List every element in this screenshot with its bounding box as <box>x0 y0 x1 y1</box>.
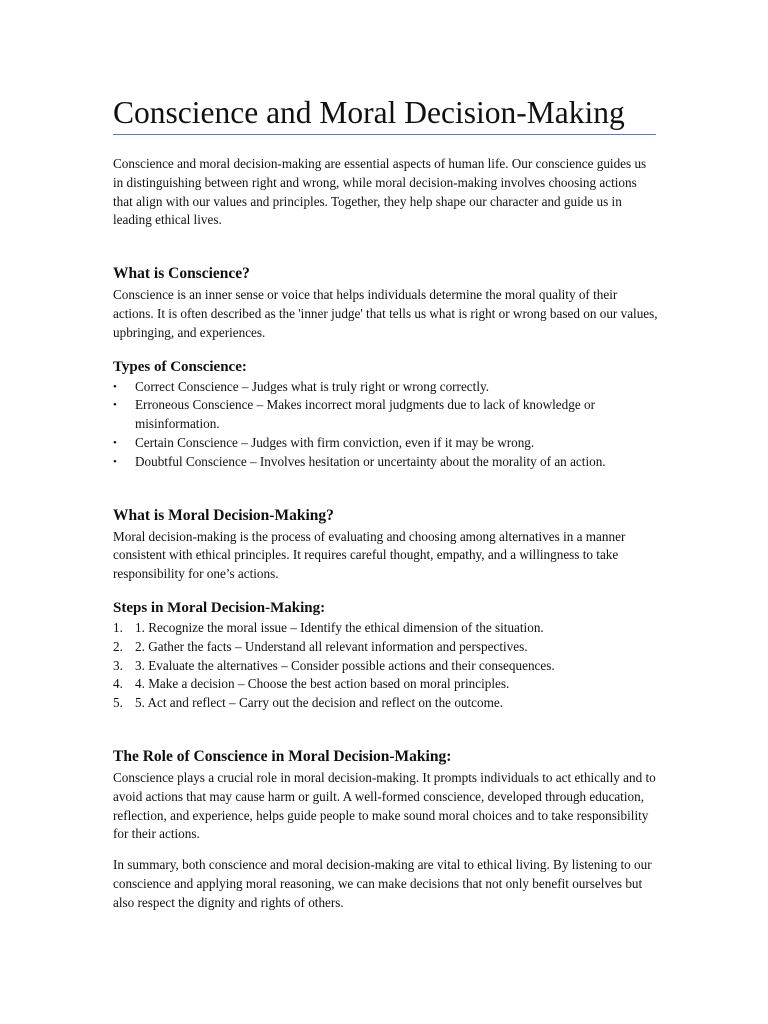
document-page <box>113 92 658 913</box>
steps-heading: Steps in Moral Decision-Making: <box>113 599 326 616</box>
step-number: 1. <box>113 619 123 635</box>
list-item <box>113 657 658 676</box>
title-underline <box>113 134 656 135</box>
intro-paragraph: Conscience and moral decision-making are essential aspects of human life. Our conscience guides us in distinguishing between right and wrong, while moral decision-making involves choosing actions that align with our values and principles. Together, they help shape our character and guide us in leading ethical lives. <box>113 156 647 228</box>
list-item <box>113 694 658 713</box>
decision-paragraph: Moral decision-making is the process of evaluating and choosing among alternatives in a manner consistent with ethical principles. It requires careful thought, empathy, and a willingness to take responsibility for one’s actions. <box>113 528 626 582</box>
role-heading: The Role of Conscience in Moral Decision-Making: <box>113 747 452 765</box>
list-item-text: 4. Make a decision – Choose the best action based on moral principles. <box>135 676 510 692</box>
list-item <box>113 453 658 472</box>
summary-paragraph: In summary, both conscience and moral decision-making are vital to ethical living. By listening to our conscience and applying moral reasoning, we can make decisions that not only benefit ourselves but also respect the dignity and rights of others. <box>113 857 652 910</box>
list-item-text: Certain Conscience – Judges with firm conviction, even if it may be wrong. <box>135 434 535 450</box>
types-list <box>113 378 658 472</box>
list-item-text: 2. Gather the facts – Understand all relevant information and perspectives. <box>135 638 528 654</box>
page-title: Conscience and Moral Decision-Making <box>113 95 625 130</box>
conscience-paragraph: Conscience is an inner sense or voice that helps individuals determine the moral quality of their actions. It is often described as the 'inner judge' that tells us what is right or wrong based on our values, upbringing, and experiences. <box>113 287 658 340</box>
steps-list <box>113 619 658 713</box>
step-number: 3. <box>113 657 123 673</box>
role-paragraph: Conscience plays a crucial role in moral decision-making. It prompts individuals to act ethically and to avoid actions that may cause harm or guilt. A well-formed conscience, developed through education, reflection, and experience, helps guide people to make sound moral choices and to take responsibility for their actions. <box>113 769 656 842</box>
list-item-text: Erroneous Conscience – Makes incorrect moral judgments due to lack of knowledge or misinformation. <box>135 397 595 432</box>
list-item-text: 1. Recognize the moral issue – Identify the ethical dimension of the situation. <box>135 619 544 635</box>
list-item-text: Correct Conscience – Judges what is truly right or wrong correctly. <box>135 378 490 394</box>
list-item <box>113 638 658 657</box>
step-number: 5. <box>113 695 123 711</box>
bullet-marker: • <box>113 399 117 412</box>
conscience-heading: What is Conscience? <box>113 265 250 283</box>
types-heading: Types of Conscience: <box>113 358 247 375</box>
list-item-text: Doubtful Conscience – Involves hesitation or uncertainty about the morality of an action. <box>135 453 606 469</box>
step-number: 4. <box>113 676 123 692</box>
bullet-marker: • <box>113 455 117 468</box>
list-item <box>113 675 658 694</box>
decision-heading: What is Moral Decision-Making? <box>113 506 334 524</box>
list-item-text: 5. Act and reflect – Carry out the decision and reflect on the outcome. <box>135 695 504 711</box>
bullet-marker: • <box>113 380 117 393</box>
bullet-marker: • <box>113 436 117 449</box>
list-item-text: 3. Evaluate the alternatives – Consider possible actions and their consequences. <box>135 657 555 673</box>
list-item <box>113 396 658 434</box>
list-item <box>113 619 658 638</box>
list-item <box>113 378 658 397</box>
list-item <box>113 434 658 453</box>
step-number: 2. <box>113 638 123 654</box>
